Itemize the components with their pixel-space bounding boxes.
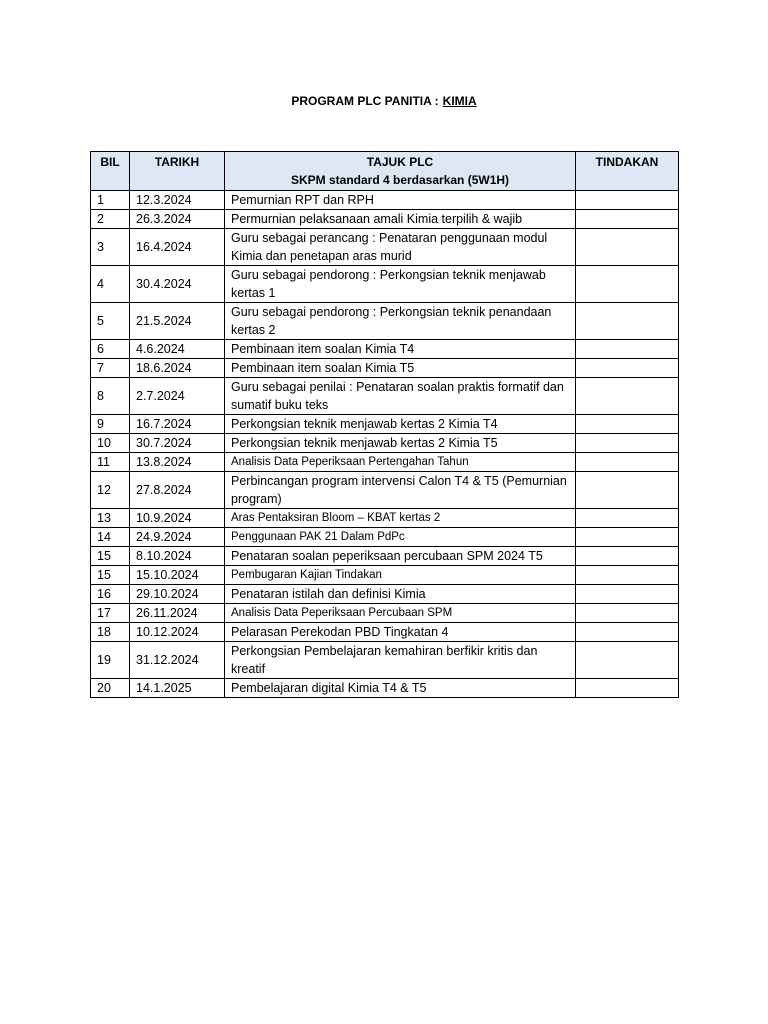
cell-tindakan [576, 378, 679, 415]
cell-bil: 15 [91, 547, 130, 566]
table-row [91, 642, 679, 679]
cell-tindakan [576, 340, 679, 359]
cell-tindakan [576, 604, 679, 623]
cell-tarikh: 26.11.2024 [130, 604, 225, 623]
cell-tajuk: Perkongsian teknik menjawab kertas 2 Kimia T4 [225, 415, 576, 434]
cell-tindakan [576, 191, 679, 210]
table-row [91, 340, 679, 359]
cell-tarikh: 16.7.2024 [130, 415, 225, 434]
cell-bil: 7 [91, 359, 130, 378]
table-row [91, 679, 679, 698]
cell-tarikh: 26.3.2024 [130, 210, 225, 229]
cell-tajuk: Aras Pentaksiran Bloom – KBAT kertas 2 [225, 509, 576, 528]
cell-tindakan [576, 415, 679, 434]
table-row [91, 359, 679, 378]
cell-bil: 12 [91, 472, 130, 509]
table-row [91, 434, 679, 453]
header-tajuk-line1: TAJUK PLC [366, 155, 434, 169]
table-body [91, 191, 679, 698]
table-row [91, 604, 679, 623]
cell-tarikh: 31.12.2024 [130, 642, 225, 679]
table-row [91, 453, 679, 472]
cell-bil: 11 [91, 453, 130, 472]
cell-tajuk: Perbincangan program intervensi Calon T4 & T5 (Pemurnian program) [225, 472, 576, 509]
table-row [91, 566, 679, 585]
cell-tarikh: 8.10.2024 [130, 547, 225, 566]
cell-tajuk: Pembugaran Kajian Tindakan [225, 566, 576, 585]
table-row [91, 547, 679, 566]
document-title-subject: KIMIA [442, 94, 477, 108]
cell-tindakan [576, 679, 679, 698]
cell-tarikh: 2.7.2024 [130, 378, 225, 415]
cell-bil: 5 [91, 303, 130, 340]
cell-tindakan [576, 642, 679, 679]
document-title-prefix: PROGRAM PLC PANITIA : [291, 94, 439, 108]
cell-bil: 4 [91, 266, 130, 303]
cell-bil: 8 [91, 378, 130, 415]
header-tajuk [225, 152, 576, 191]
cell-bil: 17 [91, 604, 130, 623]
cell-tindakan [576, 453, 679, 472]
cell-tarikh: 29.10.2024 [130, 585, 225, 604]
cell-tindakan [576, 359, 679, 378]
cell-tajuk: Pemurnian RPT dan RPH [225, 191, 576, 210]
cell-tindakan [576, 528, 679, 547]
cell-tarikh: 13.8.2024 [130, 453, 225, 472]
cell-tindakan [576, 210, 679, 229]
cell-bil: 18 [91, 623, 130, 642]
cell-tarikh: 30.7.2024 [130, 434, 225, 453]
cell-bil: 1 [91, 191, 130, 210]
cell-bil: 2 [91, 210, 130, 229]
cell-tindakan [576, 229, 679, 266]
document-title [0, 94, 768, 108]
cell-tarikh: 27.8.2024 [130, 472, 225, 509]
cell-tarikh: 15.10.2024 [130, 566, 225, 585]
cell-tajuk: Analisis Data Peperiksaan Percubaan SPM [225, 604, 576, 623]
cell-bil: 19 [91, 642, 130, 679]
cell-bil: 15 [91, 566, 130, 585]
table-row [91, 266, 679, 303]
table-row [91, 585, 679, 604]
cell-bil: 14 [91, 528, 130, 547]
table-row [91, 303, 679, 340]
cell-tarikh: 14.1.2025 [130, 679, 225, 698]
cell-tajuk: Analisis Data Peperiksaan Pertengahan Tahun [225, 453, 576, 472]
table-row [91, 191, 679, 210]
cell-tarikh: 10.9.2024 [130, 509, 225, 528]
cell-tajuk: Penataran soalan peperiksaan percubaan SPM 2024 T5 [225, 547, 576, 566]
cell-tajuk: Penggunaan PAK 21 Dalam PdPc [225, 528, 576, 547]
cell-tajuk: Guru sebagai penilai : Penataran soalan praktis formatif dan sumatif buku teks [225, 378, 576, 415]
cell-tindakan [576, 266, 679, 303]
cell-tindakan [576, 472, 679, 509]
cell-tarikh: 16.4.2024 [130, 229, 225, 266]
cell-tarikh: 18.6.2024 [130, 359, 225, 378]
cell-tindakan [576, 303, 679, 340]
cell-bil: 9 [91, 415, 130, 434]
table-row [91, 229, 679, 266]
table-row [91, 210, 679, 229]
table-row [91, 472, 679, 509]
cell-tarikh: 30.4.2024 [130, 266, 225, 303]
cell-tarikh: 10.12.2024 [130, 623, 225, 642]
cell-tindakan [576, 434, 679, 453]
header-tarikh: TARIKH [130, 152, 225, 191]
cell-bil: 13 [91, 509, 130, 528]
cell-tarikh: 24.9.2024 [130, 528, 225, 547]
cell-tindakan [576, 566, 679, 585]
cell-tindakan [576, 585, 679, 604]
cell-tindakan [576, 547, 679, 566]
cell-tarikh: 21.5.2024 [130, 303, 225, 340]
cell-tajuk: Perkongsian Pembelajaran kemahiran berfikir kritis dan kreatif [225, 642, 576, 679]
cell-bil: 20 [91, 679, 130, 698]
cell-tajuk: Pembinaan item soalan Kimia T5 [225, 359, 576, 378]
cell-bil: 6 [91, 340, 130, 359]
cell-tajuk: Pembinaan item soalan Kimia T4 [225, 340, 576, 359]
table-row [91, 623, 679, 642]
cell-tajuk: Penataran istilah dan definisi Kimia [225, 585, 576, 604]
cell-tajuk: Perkongsian teknik menjawab kertas 2 Kimia T5 [225, 434, 576, 453]
table-row [91, 509, 679, 528]
plc-program-table [90, 151, 679, 698]
header-bil: BIL [91, 152, 130, 191]
header-tajuk-line2: SKPM standard 4 berdasarkan (5W1H) [290, 173, 510, 187]
cell-tajuk: Guru sebagai pendorong : Perkongsian teknik penandaan kertas 2 [225, 303, 576, 340]
cell-bil: 16 [91, 585, 130, 604]
table-row [91, 528, 679, 547]
cell-tajuk: Pembelajaran digital Kimia T4 & T5 [225, 679, 576, 698]
cell-bil: 10 [91, 434, 130, 453]
cell-tajuk: Pelarasan Perekodan PBD Tingkatan 4 [225, 623, 576, 642]
table-row [91, 415, 679, 434]
cell-tindakan [576, 509, 679, 528]
table-header-row [91, 152, 679, 191]
cell-bil: 3 [91, 229, 130, 266]
header-tindakan: TINDAKAN [576, 152, 679, 191]
cell-tarikh: 12.3.2024 [130, 191, 225, 210]
cell-tajuk: Guru sebagai perancang : Penataran penggunaan modul Kimia dan penetapan aras murid [225, 229, 576, 266]
cell-tajuk: Guru sebagai pendorong : Perkongsian teknik menjawab kertas 1 [225, 266, 576, 303]
cell-tajuk: Permurnian pelaksanaan amali Kimia terpilih & wajib [225, 210, 576, 229]
cell-tindakan [576, 623, 679, 642]
cell-tarikh: 4.6.2024 [130, 340, 225, 359]
table-row [91, 378, 679, 415]
